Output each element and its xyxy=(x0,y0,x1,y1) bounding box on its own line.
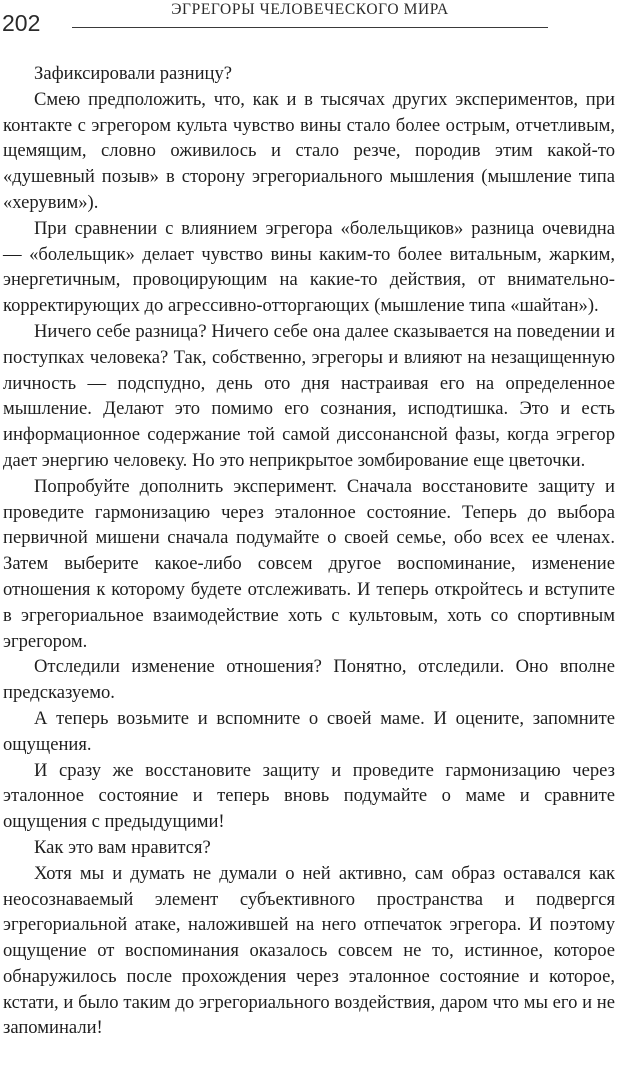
paragraph: И сразу же восстановите защиту и проведите гармонизацию через эталонное состояние и теперь вновь подумайте о маме и сравните ощущения с предыдущими! xyxy=(3,759,615,833)
paragraph: Зафиксировали разницу? xyxy=(34,63,233,84)
paragraph: Как это вам нравится? xyxy=(34,836,211,858)
paragraph: А теперь возьмите и вспомните о своей маме. И оцените, запомните ощущения. xyxy=(3,707,615,755)
page-body xyxy=(3,61,615,1041)
paragraph: Попробуйте дополнить эксперимент. Сначала восстановите защиту и проведите гармонизацию через эталонное состояние. Теперь до выбора первичной мишени сначала подумайте о своей семье, обо всех ее членах. Затем выберите какое-либо совсем другое воспоминание, изменение отношения к которому будете отслеживать. И теперь откройтесь и вступите в эгрегориальное взаимодействие хоть с культовым, хоть со спортивным эгрегором. xyxy=(3,475,615,652)
paragraph: Смею предположить, что, как и в тысячах других экспериментов, при контакте с эгрегором культа чувство вины стало более острым, отчетливым, щемящим, словно оживилось и стало резче, породив этим какой-то «душевный позыв» в сторону эгрегориального мышления (мышление типа «херувим»). xyxy=(3,88,615,213)
paragraph: Ничего себе разница? Ничего себе она далее сказывается на поведении и поступках человека? Так, собственно, эгрегоры и влияют на незащищенную личность — подспудно, день ото дня настраивая его на определенное мышление. Делают это помимо его сознания, исподтишка. Это и есть информационное содержание той самой диссонансной фазы, когда эгрегор дает энергию человеку. Но это неприкрытое зомбирование еще цветочки. xyxy=(3,320,615,471)
paragraph: При сравнении с влиянием эгрегора «болельщиков» разница очевидна — «болельщик» делает чувство вины каким-то более витальным, жарким, энергетичным, провоцирующим на какие-то действия, от внимательно-корректирующих до агрессивно-отторгающих (мышление типа «шайтан»). xyxy=(3,217,615,317)
running-title: ЭГРЕГОРЫ ЧЕЛОВЕЧЕСКОГО МИРА xyxy=(171,1,449,18)
paragraph: Отследили изменение отношения? Понятно, отследили. Оно вполне предсказуемо. xyxy=(3,656,615,704)
page-number: 202 xyxy=(2,10,41,36)
header-divider xyxy=(72,27,548,28)
page-header xyxy=(0,0,620,40)
paragraph: Хотя мы и думать не думали о ней активно, сам образ оставался как неосознаваемый элемент субъективного пространства и подвергся эгрегориальной атаке, наложившей на него отпечаток эгрегора. И поэтому ощущение от воспоминания оказалось совсем не то, истинное, которое обнаружилось после прохождения через эталонное состояние и которое, кстати, и было таким до эгрегориального воздействия, даром что мы его и не запоминали! xyxy=(3,862,615,1039)
